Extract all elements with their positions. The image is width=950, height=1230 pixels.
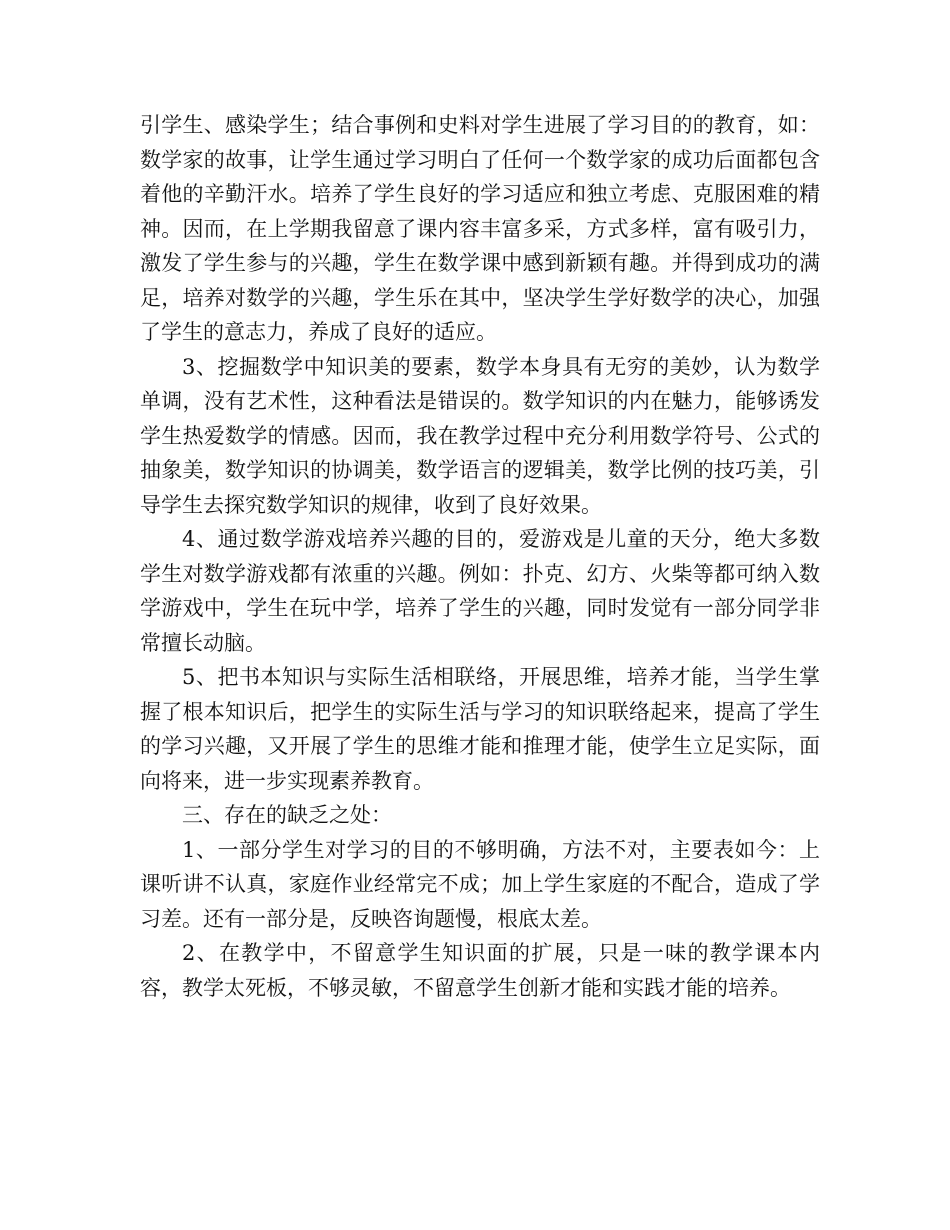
document-page	[140, 108, 820, 1005]
paragraph-point-4: 4、通过数学游戏培养兴趣的目的，爱游戏是儿童的天分，绝大多数学生对数学游戏都有浓重的兴趣。例如：扑克、幻方、火柴等都可纳入数学游戏中，学生在玩中学，培养了学生的兴趣，同时发觉有一部分同学非常擅长动脑。	[140, 527, 820, 655]
paragraph-point-3: 3、挖掘数学中知识美的要素，数学本身具有无穷的美妙，认为数学单调，没有艺术性，这种看法是错误的。数学知识的内在魅力，能够诱发学生热爱数学的情感。因而，我在教学过程中充分利用数学符号、公式的抽象美，数学知识的协调美，数学语言的逻辑美，数学比例的技巧美，引导学生去探究数学知识的规律，收到了良好效果。	[140, 354, 820, 517]
paragraph-point-5: 5、把书本知识与实际生活相联络，开展思维，培养才能，当学生掌握了根本知识后，把学生的实际生活与学习的知识联络起来，提高了学生的学习兴趣，又开展了学生的思维才能和推理才能，使学生立足实际，面向将来，进一步实现素养教育。	[140, 665, 820, 793]
paragraph-shortcoming-1: 1、一部分学生对学习的目的不够明确，方法不对，主要表如今：上课听讲不认真，家庭作业经常完不成；加上学生家庭的不配合，造成了学习差。还有一部分是，反映咨询题慢，根底太差。	[140, 837, 820, 931]
paragraph-shortcoming-2: 2、在教学中，不留意学生知识面的扩展，只是一味的教学课本内容，教学太死板，不够灵敏，不留意学生创新才能和实践才能的培养。	[140, 941, 820, 1000]
paragraph-continuation: 引学生、感染学生；结合事例和史料对学生进展了学习目的的教育，如：数学家的故事，让学生通过学习明白了任何一个数学家的成功后面都包含着他的辛勤汗水。培养了学生良好的学习适应和独立考虑、克服困难的精神。因而，在上学期我留意了课内容丰富多采，方式多样，富有吸引力，激发了学生参与的兴趣，学生在数学课中感到新颖有趣。并得到成功的满足，培养对数学的兴趣，学生乐在其中，坚决学生学好数学的决心，加强了学生的意志力，养成了良好的适应。	[140, 113, 820, 344]
section-heading-shortcomings: 三、存在的缺乏之处：	[182, 803, 392, 827]
